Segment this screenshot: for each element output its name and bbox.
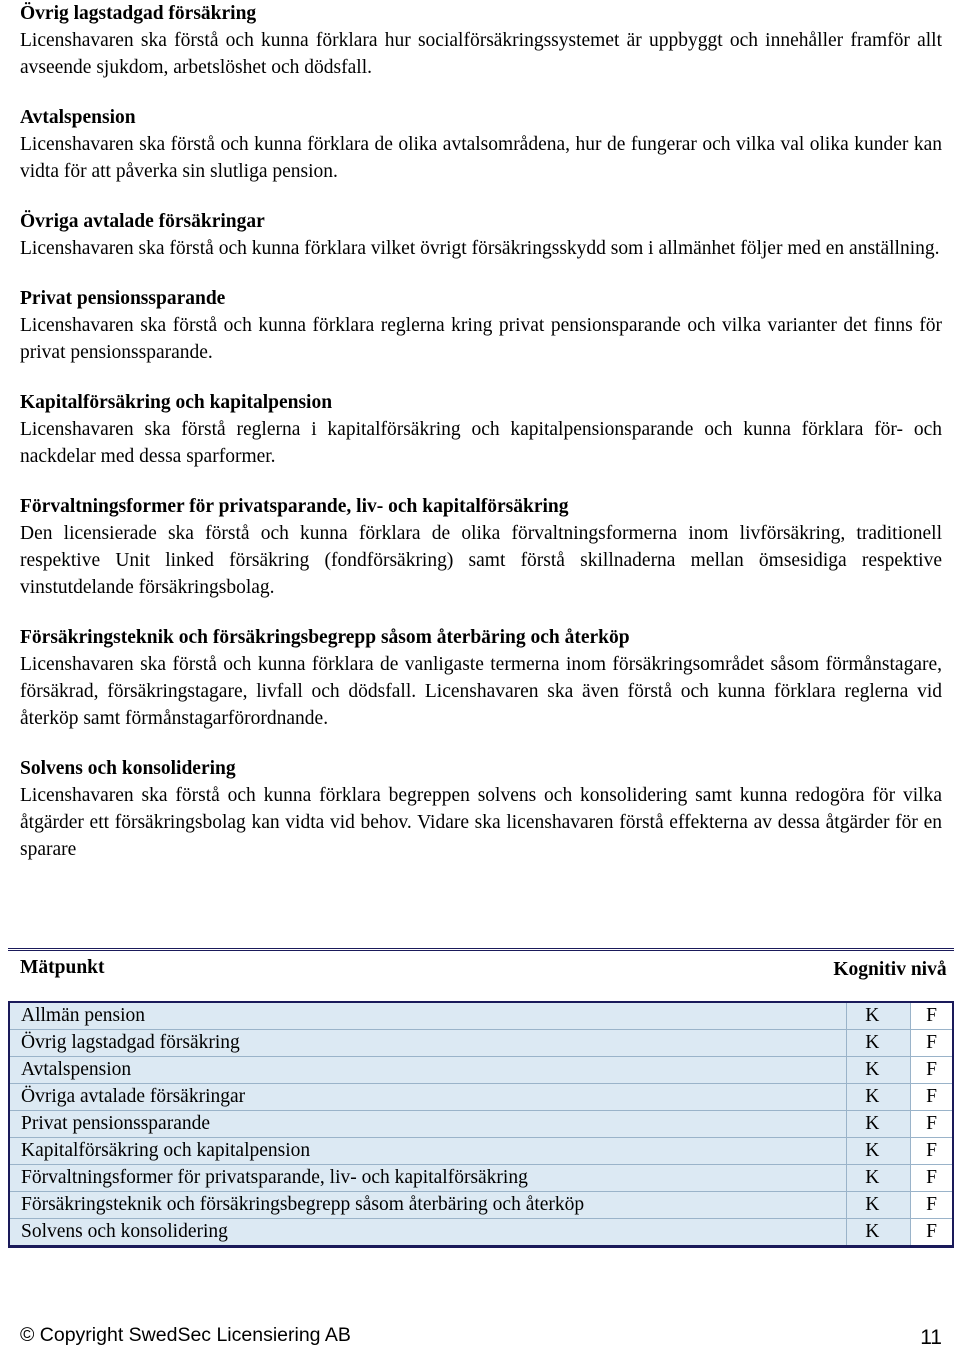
section-heading: Kapitalförsäkring och kapitalpension <box>20 392 333 413</box>
section <box>20 208 942 262</box>
section <box>20 0 942 81</box>
level-f-cell: F <box>911 1165 953 1192</box>
level-f-cell: F <box>911 1111 953 1138</box>
section-body: Licenshavaren ska förstå reglerna i kapitalförsäkring och kapitalpensionsparande och kunna förklara för- och nackdelar med dessa sparformer. <box>20 419 942 467</box>
level-f-cell: F <box>911 1057 953 1084</box>
matpunkt-table <box>8 948 954 1248</box>
table-row <box>9 1002 953 1030</box>
matpunkt-cell: Förvaltningsformer för privatsparande, liv- och kapitalförsäkring <box>9 1165 846 1192</box>
section-body: Licenshavaren ska förstå och kunna förklara hur socialförsäkringssystemet är uppbyggt och innehåller framför allt avseende sjukdom, arbetslöshet och dödsfall. <box>20 30 942 78</box>
page-number: 11 <box>920 1326 942 1349</box>
level-k-cell: K <box>846 1030 910 1057</box>
level-k-cell: K <box>846 1165 910 1192</box>
section <box>20 285 942 366</box>
table-row <box>9 1138 953 1165</box>
table-row <box>9 1111 953 1138</box>
section-heading: Privat pensionssparande <box>20 288 226 309</box>
section-heading: Förvaltningsformer för privatsparande, liv- och kapitalförsäkring <box>20 496 569 517</box>
level-f-cell: F <box>911 1138 953 1165</box>
section-heading: Avtalspension <box>20 107 136 128</box>
section-body: Licenshavaren ska förstå och kunna förklara begreppen solvens och konsolidering samt kunna redogöra för vilka åtgärder ett försäkringsbolag kan vidta vid behov. Vidare ska licenshavaren förstå effekterna av dessa åtgärder för en sparare <box>20 785 942 860</box>
level-k-cell: K <box>846 1002 910 1030</box>
matpunkt-cell: Övrig lagstadgad försäkring <box>9 1030 846 1057</box>
level-k-cell: K <box>846 1138 910 1165</box>
column-header-kognitiv-niva: Kognitiv nivå <box>833 959 947 980</box>
section-body: Den licensierade ska förstå och kunna förklara de olika förvaltningsformerna inom livförsäkring, traditionell respektive Unit linked försäkring (fondförsäkring) samt förstå skillnaderna mellan ömsesidiga respektive vinstutdelande försäkringsbolag. <box>20 523 942 598</box>
section-heading: Solvens och konsolidering <box>20 758 236 779</box>
section-body: Licenshavaren ska förstå och kunna förklara de vanligaste termerna inom försäkringsområdet såsom förmånstagare, försäkrad, försäkringstagare, livfall och dödsfall. Licenshavaren ska även förstå och kunna förklara reglerna vid återköp samt förmånstagarförordnande. <box>20 654 942 729</box>
section-body: Licenshavaren ska förstå och kunna förklara reglerna kring privat pensionsparande och vilka varianter det finns för privat pensionssparande. <box>20 315 942 363</box>
section <box>20 389 942 470</box>
table-row <box>9 1192 953 1219</box>
level-k-cell: K <box>846 1057 910 1084</box>
section-body: Licenshavaren ska förstå och kunna förklara de olika avtalsområdena, hur de fungerar och vilka val olika kunder kan vidta för att påverka sin slutliga pension. <box>20 134 942 182</box>
table-row <box>9 1084 953 1111</box>
level-f-cell: F <box>911 1030 953 1057</box>
section-heading: Övriga avtalade försäkringar <box>20 211 265 232</box>
section-body: Licenshavaren ska förstå och kunna förklara vilket övrigt försäkringsskydd som i allmänhet följer med en anställning. <box>20 238 940 259</box>
matpunkt-cell: Övriga avtalade försäkringar <box>9 1084 846 1111</box>
section <box>20 755 942 863</box>
table-header <box>8 948 954 1001</box>
matpunkt-cell: Försäkringsteknik och försäkringsbegrepp såsom återbäring och återköp <box>9 1192 846 1219</box>
level-f-cell: F <box>911 1219 953 1247</box>
table-row <box>9 1219 953 1247</box>
section <box>20 624 942 732</box>
matpunkt-cell: Privat pensionssparande <box>9 1111 846 1138</box>
document-body <box>20 0 942 886</box>
level-f-cell: F <box>911 1084 953 1111</box>
column-header-matpunkt: Mätpunkt <box>20 957 105 978</box>
level-f-cell: F <box>911 1192 953 1219</box>
level-k-cell: K <box>846 1192 910 1219</box>
section-heading: Försäkringsteknik och försäkringsbegrepp såsom återbäring och återköp <box>20 627 630 648</box>
copyright-text: © Copyright SwedSec Licensiering AB <box>20 1324 351 1346</box>
table-row <box>9 1165 953 1192</box>
section <box>20 104 942 185</box>
matpunkt-cell: Avtalspension <box>9 1057 846 1084</box>
table-body <box>8 1001 954 1248</box>
matpunkt-cell: Solvens och konsolidering <box>9 1219 846 1247</box>
level-k-cell: K <box>846 1219 910 1247</box>
section <box>20 493 942 601</box>
matpunkt-cell: Kapitalförsäkring och kapitalpension <box>9 1138 846 1165</box>
level-k-cell: K <box>846 1084 910 1111</box>
table-row <box>9 1030 953 1057</box>
level-k-cell: K <box>846 1111 910 1138</box>
matpunkt-cell: Allmän pension <box>9 1002 846 1030</box>
table-row <box>9 1057 953 1084</box>
level-f-cell: F <box>911 1002 953 1030</box>
section-heading: Övrig lagstadgad försäkring <box>20 3 257 24</box>
